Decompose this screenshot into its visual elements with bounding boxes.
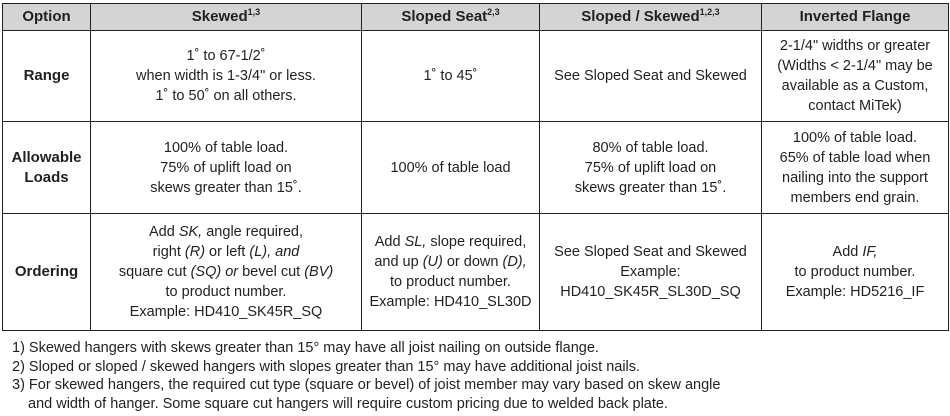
footnote-3-continued: and width of hanger. Some square cut hangers will require custom pricing due to welded back plate. bbox=[28, 395, 668, 412]
cell-allowable-sloped-seat: 100% of table load bbox=[362, 122, 540, 214]
cell-ordering-skewed: Add SK, angle required, right (R) or left (L), and square cut (SQ) or bevel cut (BV) to product number. Example: HD410_SK45R_SQ bbox=[91, 214, 362, 331]
header-sloped-skewed: Sloped / Skewed$^{1,2,3}$ bbox=[540, 4, 762, 31]
header-row bbox=[3, 4, 949, 31]
footnote-2: 2) Sloped or sloped / skewed hangers with slopes greater than 15° may have additional joist nails. bbox=[12, 358, 641, 375]
footnote-ref: 1,3 bbox=[247, 7, 261, 17]
row-label-allowable-loads: Allowable Loads bbox=[3, 122, 91, 214]
header-option: Option bbox=[3, 4, 91, 31]
cell-ordering-inverted-flange: Add IF, to product number. Example: HD5216_IF bbox=[762, 214, 949, 331]
footnote-ref: 2,3 bbox=[487, 7, 500, 17]
footnote-ref: 1,2,3 bbox=[699, 7, 720, 17]
header-sloped-seat: Sloped Seat$^{2,3}$ bbox=[362, 4, 540, 31]
row-label-ordering: Ordering bbox=[3, 214, 91, 331]
table-row-ordering bbox=[3, 214, 949, 331]
row-label-range: Range bbox=[3, 31, 91, 122]
table-row-range bbox=[3, 31, 949, 122]
hanger-options-table bbox=[2, 3, 949, 331]
footnote-3: 3) For skewed hangers, the required cut type (square or bevel) of joist member may vary based on skew angle bbox=[12, 377, 721, 393]
table-row-allowable-loads bbox=[3, 122, 949, 214]
cell-range-inverted-flange: 2-1/4" widths or greater (Widths < 2-1/4" may be available as a Custom, contact MiTek) bbox=[762, 31, 949, 122]
cell-ordering-sloped-skewed: See Sloped Seat and Skewed Example: HD410_SK45R_SL30D_SQ bbox=[540, 214, 762, 331]
header-inverted-flange: Inverted Flange bbox=[762, 4, 949, 31]
cell-range-sloped-skewed: See Sloped Seat and Skewed bbox=[540, 31, 762, 122]
cell-allowable-inverted-flange: 100% of table load. 65% of table load when nailing into the support members end grain. bbox=[762, 122, 949, 214]
header-skewed: Skewed$^{1,3}$ bbox=[91, 4, 362, 31]
cell-allowable-sloped-skewed: 80% of table load. 75% of uplift load on skews greater than 15˚. bbox=[540, 122, 762, 214]
footnotes bbox=[12, 339, 720, 413]
footnote-1: 1) Skewed hangers with skews greater than 15° may have all joist nailing on outside flange. bbox=[12, 340, 599, 356]
cell-range-sloped-seat: 1˚ to 45˚ bbox=[362, 31, 540, 122]
cell-ordering-sloped-seat: Add SL, slope required, and up (U) or down (D), to product number. Example: HD410_SL30D bbox=[362, 214, 540, 331]
cell-range-skewed: 1˚ to 67-1/2˚ when width is 1-3/4" or less. 1˚ to 50˚ on all others. bbox=[91, 31, 362, 122]
cell-allowable-skewed: 100% of table load. 75% of uplift load on skews greater than 15˚. bbox=[91, 122, 362, 214]
